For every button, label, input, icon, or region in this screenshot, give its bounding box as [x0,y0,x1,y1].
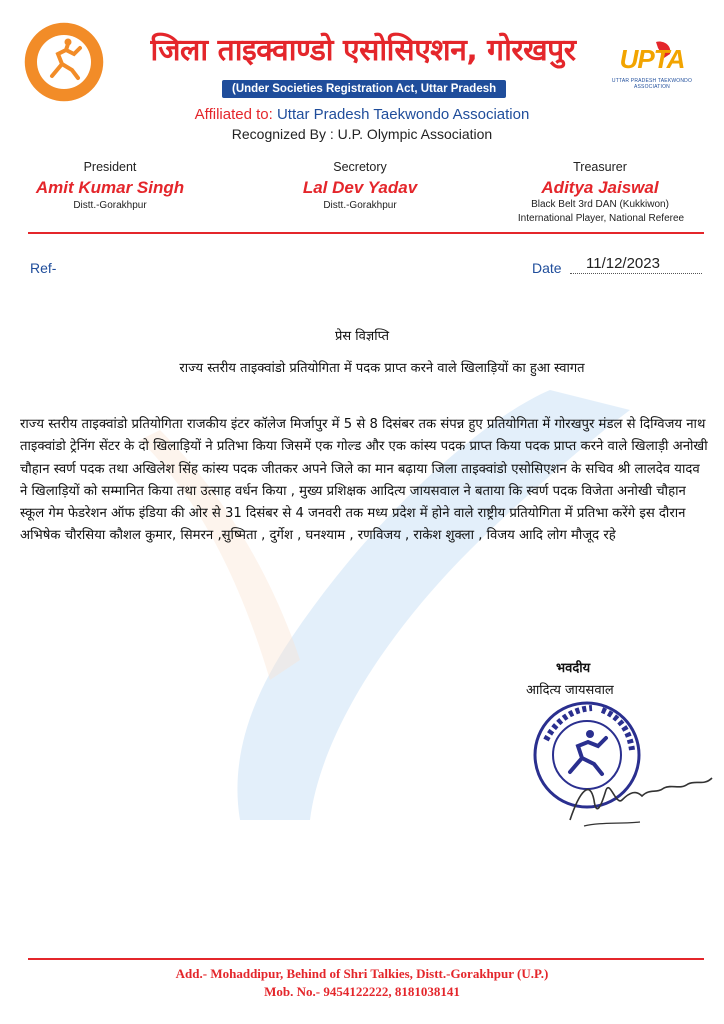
affiliation-label: Affiliated to: [194,106,273,123]
closing-salutation: भवदीय [556,661,591,676]
date-value: 11/12/2023 [586,255,660,272]
secretary-district: Distt.-Gorakhpur [323,200,397,211]
president-district: Distt.-Gorakhpur [73,200,147,211]
press-release-subtitle: राज्य स्तरीय ताइक्वांडो प्रतियोगिता में पदक प्राप्त करने वाले खिलाड़ियों का हुआ स्वागत [179,361,585,376]
treasurer-role: Treasurer [573,160,627,174]
date-label: Date [532,260,562,276]
date-underline [570,273,702,274]
treasurer-detail-2: International Player, National Referee [517,213,685,224]
signer-name: आदित्य जायसवाल [526,683,614,698]
treasurer-name: Aditya Jaiswal [541,178,659,197]
footer-mobile: Mob. No.- 9454122222, 8181038141 [264,984,460,999]
press-release-title: प्रेस विज्ञप्ति [334,329,390,344]
organization-title: जिला ताइक्वाण्डो एसोसिएशन, गोरखपुर [150,33,576,68]
affiliation-value: Uttar Pradesh Taekwondo Association [276,106,530,123]
secretary-role: Secretory [333,160,387,174]
header-divider [28,232,704,234]
signature [560,760,720,830]
footer-address: Add.- Mohaddipur, Behind of Shri Talkies, Distt.-Gorakhpur (U.P.) [175,966,549,981]
affiliation-line [0,106,724,123]
upta-logo-text: UPTA [619,44,685,74]
registration-banner: (Under Societies Registration Act, Uttar Pradesh [222,80,506,98]
upta-logo-subtext: UTTAR PRADESH TAEKWONDO ASSOCIATION [611,78,693,90]
press-release-body: राज्य स्तरीय ताइक्वांडो प्रतियोगिता राजकीय इंटर कॉलेज मिर्जापुर में 5 से 8 दिसंबर तक संपन्न हुए प्रतियोगिता में गोरखपुर मंडल से दिग्विजय नाथ ताइक्वांडो ट्रेनिंग सेंटर के दो खिलाड़ियों ने प्रतिभा किया जिसमें एक गोल्ड और एक कांस्य पदक प्राप्त किया पदक प्राप्त करने वाले खिलाड़ी अनोखी चौहान स्वर्ण पदक तथा अखिलेश सिंह कांस्य पदक जीतकर अपने जिले का मान बढ़ाया जिला ताइक्वांडो एसोसिएशन के सचिव श्री लालदेव यादव ने खिलाड़ियों को सम्मानित किया तथा उत्साह वर्धन किया , मुख्य प्रशिक्षक आदित्य जायसवाल ने बताया कि स्वर्ण पदक विजेता अनोखी चौहान स्कूल गेम फेडरेशन ऑफ इंडिया की ओर से 31 दिसंबर से 4 जनवरी तक मध्य प्रदेश में होने वाले राष्ट्रीय प्रतियोगिता में प्रतिभा करेंगे इस दौरान अभिषेक चौरसिया कौशल कुमार, सिमरन ,सुष्मिता , दुर्गेश , घनश्याम , रणविजय , राकेश शुक्ला , विजय आदि लोग मौजूद रहे [20,417,708,544]
secretary-name: Lal Dev Yadav [302,178,418,197]
president-role: President [83,160,137,174]
president-name: Amit Kumar Singh [35,178,185,197]
association-logo [22,20,106,104]
treasurer-detail-1: Black Belt 3rd DAN (Kukkiwon) [531,199,669,210]
recognition-line: Recognized By : U.P. Olympic Association [231,126,493,142]
footer-divider [28,958,704,960]
ref-label: Ref- [30,260,57,276]
